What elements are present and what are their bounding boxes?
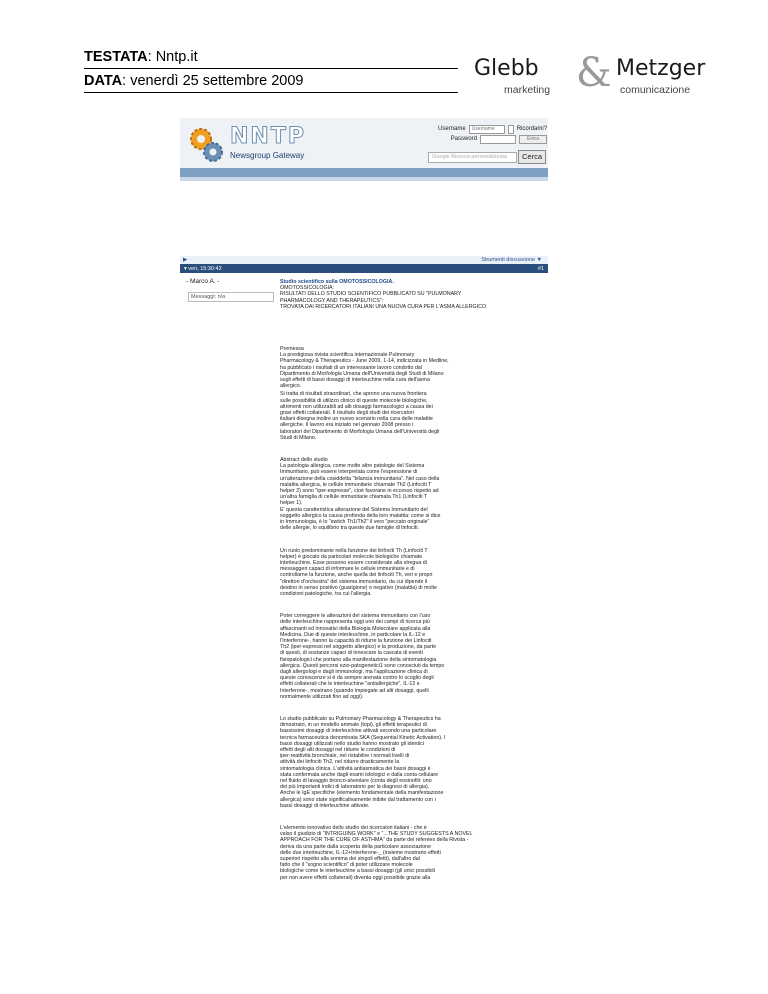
site-tagline: Newsgroup Gateway: [230, 151, 305, 160]
site-brand[interactable]: NNTP: [230, 124, 306, 149]
post-paragraph: OMOTOSSICOLOGIA: RISULTATI DELLO STUDIO SCIENTIFICO PUBBLICATO SU "PULMONARY PHARMACOLOGY AND THERAPEUTICS": TROVATA DAI RICERCATORI ITALIANI UNA NUOVA CURA PER L'ASMA ALLERGICO: [280, 285, 487, 310]
logo-ampersand: &: [576, 50, 612, 96]
press-header: [84, 48, 458, 96]
password-input[interactable]: [480, 135, 516, 144]
post-date: ▾ ven, 15:30:42: [184, 265, 222, 272]
header-rule: [84, 68, 458, 69]
post-paragraph: Abstract dello studio La patologia allergica, come molte altre patologie del Sistema Immunitario, può essere interpretata come l'espressione di un'alterazione della cosiddetta "bilancia immunitaria". Nel caso della malattia allergica, le cellule immunitarie chiamate Th2 (Linfociti T helper 2) sono "iper-espresse", cioè favorane in eccesso rispetto ad un'altra famiglia di cellule immunitarie chiamata Th1 (Linfociti T helper 1). E' questa caratteristica alterazione del Sistema Immunitario del soggetto allergico la causa profonda della loro malattia: come si dice in Immunologia, è lo "switch Th1/Th2" il vero "peccato originale" delle allergie, lo squilibrio tra queste due famiglie di linfociti.: [280, 457, 441, 532]
forum-screenshot: [180, 118, 548, 980]
remember-label: Ricordami?: [516, 126, 548, 132]
username-label: Username: [438, 126, 466, 132]
password-row: [438, 134, 547, 144]
testata-label: TESTATA: [84, 49, 148, 65]
search-input[interactable]: Google Ricerca personalizzata: [428, 152, 517, 163]
logo-word-metzger: Metzger: [616, 56, 706, 81]
post-author[interactable]: - Marco A. -: [186, 278, 220, 285]
data-label: DATA: [84, 73, 123, 89]
logo-sub-marketing: marketing: [504, 84, 551, 96]
author-messages: Messaggi: n/a: [188, 292, 274, 302]
nav-subbar: [180, 177, 548, 181]
post-paragraph: Poter correggere le alterazioni del sistema immunitario con l'uso delle interleuchine rappresenta oggi uno dei campi di ricerca più affascinanti ed innovativi della Biologia Molecolare applicata alla Medicina. Due di queste interleuchine, in particolare la IL-12 e l'Interferone-, hanno la capacità di ridurre la funzione dei Linfociti Th2 (iper-espressi nel soggetto allergico) e la produzione, da parte di questi, di sostanze capaci di innescare la cascata di eventi fisiopatologici che portano alla manifestazione della sintomatologia allergica. Questi percorsi ezio-patogenetici1 sono conosciuti da tempo dagli allergologi e dagli immunologi, ma l'applicazione clinica di queste conoscenze si è da sempre arenata contro lo scoglio degli effetti collaterali che le interleuchine "antiallergiche", IL-12 e Interferone-, mostrano (quando impiegate ad alti dosaggi, quelli normalmente utilizzati fino ad oggi).: [280, 613, 445, 700]
username-row: [438, 124, 547, 134]
data-line: DATA: venerdì 25 settembre 2009: [84, 73, 304, 89]
nav-bar: [180, 168, 548, 177]
logo-word-glebb: Glebb: [474, 56, 539, 81]
agency-logo: [474, 50, 706, 102]
data-value: venerdì 25 settembre 2009: [130, 73, 304, 89]
post-header: [180, 264, 548, 273]
header-rule-bottom: [84, 92, 458, 93]
enter-button[interactable]: Entra: [519, 135, 547, 144]
post-paragraph: Un ruolo predominante nella funzione dei linfociti Th (Linfociti T helper) è giocato da particolari molecole biologiche chiamate interleuchine. Esse possono essere considerate alla stregua di messaggeri capaci di informare le cellule immunitarie e di controllarne la funzione, anche quella dei linfociti Th, veri e propri "direttori d'orchestra" del sistema immunitario, da cui dipende il destino in senso positivo (guarigione) o negativo (malattia) di molte condizioni patologiche, tra cui l'allergia.: [280, 547, 437, 597]
thread-tools-menu[interactable]: Strumenti discussione ▼: [481, 257, 542, 263]
search-button[interactable]: Cerca: [518, 150, 546, 164]
post-body: [280, 279, 542, 881]
play-icon[interactable]: ▶: [183, 257, 188, 263]
post-title: Studio scientifico sulla OMOTOSSICOLOGIA.: [280, 279, 394, 285]
post-number[interactable]: #1: [537, 265, 544, 272]
site-banner: [180, 118, 548, 168]
post-paragraph: L'elemento innovativo dello studio dei ricercatori italiani - che è valso il giudizio di "INTRIGUING WORK" e "...THE STUDY SUGGESTS A NOVEL APPROACH FOR THE CURE OF ASTHMA" da parte dei referees della Rivista - deriva da una parte dalla scoperta della particolare associazione delle due interleuchine, IL-12+Interferone-_ (insieme mostrano effetti superiori rispetto alla somma dei singoli effetti), dall'altro dal fatto che il "sogno scientifico" di poter utilizzare molecole biologiche come le interleuchine a bassi dosaggi (gli unici possibili per non avere effetti collaterali) diventa oggi possibile grazie alla: [280, 825, 473, 881]
username-input[interactable]: Username: [469, 125, 505, 134]
post-paragraph: Si tratta di risultati straordinari, che aprono una nuova frontiera sulle possibilità di utilizzo clinico di queste molecole biologiche, altrimenti non utilizzabili ad alti dosaggi farmacologici a causa dei gravi effetti collaterali. Il risultato degli studi dei ricercatori italiani disegna inoltre un nuovo scenario nella cura delle malattie allergiche. Il lavoro era iniziato nel gennaio 2008 presso i laboratori del Dipartimento di Morfologia Umana dell'Università degli Studi di Milano.: [280, 391, 440, 441]
post-paragraph: Lo studio pubblicato su Pulmonary Pharmacology & Therapeutics ha dimostrato, in un modello animale (topi), gli effetti terapeutici di bassissimi dosaggi di interleuchine attivati secondo una particolare tecnica farmaceutica denominata SKA (Sequential Kinetic Activation). I bassi dosaggi utilizzati nello studio hanno mostrato gli identici effetti degli alti dosaggi nel ridurre le condizioni di iper-reattività bronchiale, nel ristabilire i normali livelli di attività dei linfociti Th2, nel ridurre drasticamente la sintomatologia clinica. L'attività antiasmatica dei bassi dosaggi è stata confermata anche dagli esami istologici e dalla conta cellulare nel fluido di lavaggio bronco-alveolare (conta degli eosinofili: uno dei più importanti indici di laboratorio per la diagnosi di allergia). Anche le IgE specifiche (elemento fondamentale della manifestazione allergica) sono state significativamente inibite dal trattamento con i bassi dosaggi di interleuchine attivate.: [280, 715, 446, 809]
remember-checkbox[interactable]: [508, 125, 514, 134]
password-label: Password: [450, 136, 478, 142]
logo-sub-comunicazione: comunicazione: [620, 84, 691, 96]
gears-icon: [186, 124, 226, 164]
post-paragraph: Premessa La prestigiosa rivista scientifica internazionale Pulmonary Pharmacology & Therapeutics - June 2009, 1-14, indicizzata in Medline, ha pubblicato i risultati di un interessante lavoro condotto dal Dipartimento di Morfologia Umana dell'Università degli Studi di Milano sugli effetti di bassi dosaggi di interleuchine nella cura dell'asma allergico.: [280, 346, 449, 390]
login-form: [438, 124, 547, 144]
thread-toolbar: [180, 256, 548, 264]
testata-line: TESTATA: Nntp.it: [84, 49, 198, 65]
testata-value: Nntp.it: [155, 49, 198, 65]
